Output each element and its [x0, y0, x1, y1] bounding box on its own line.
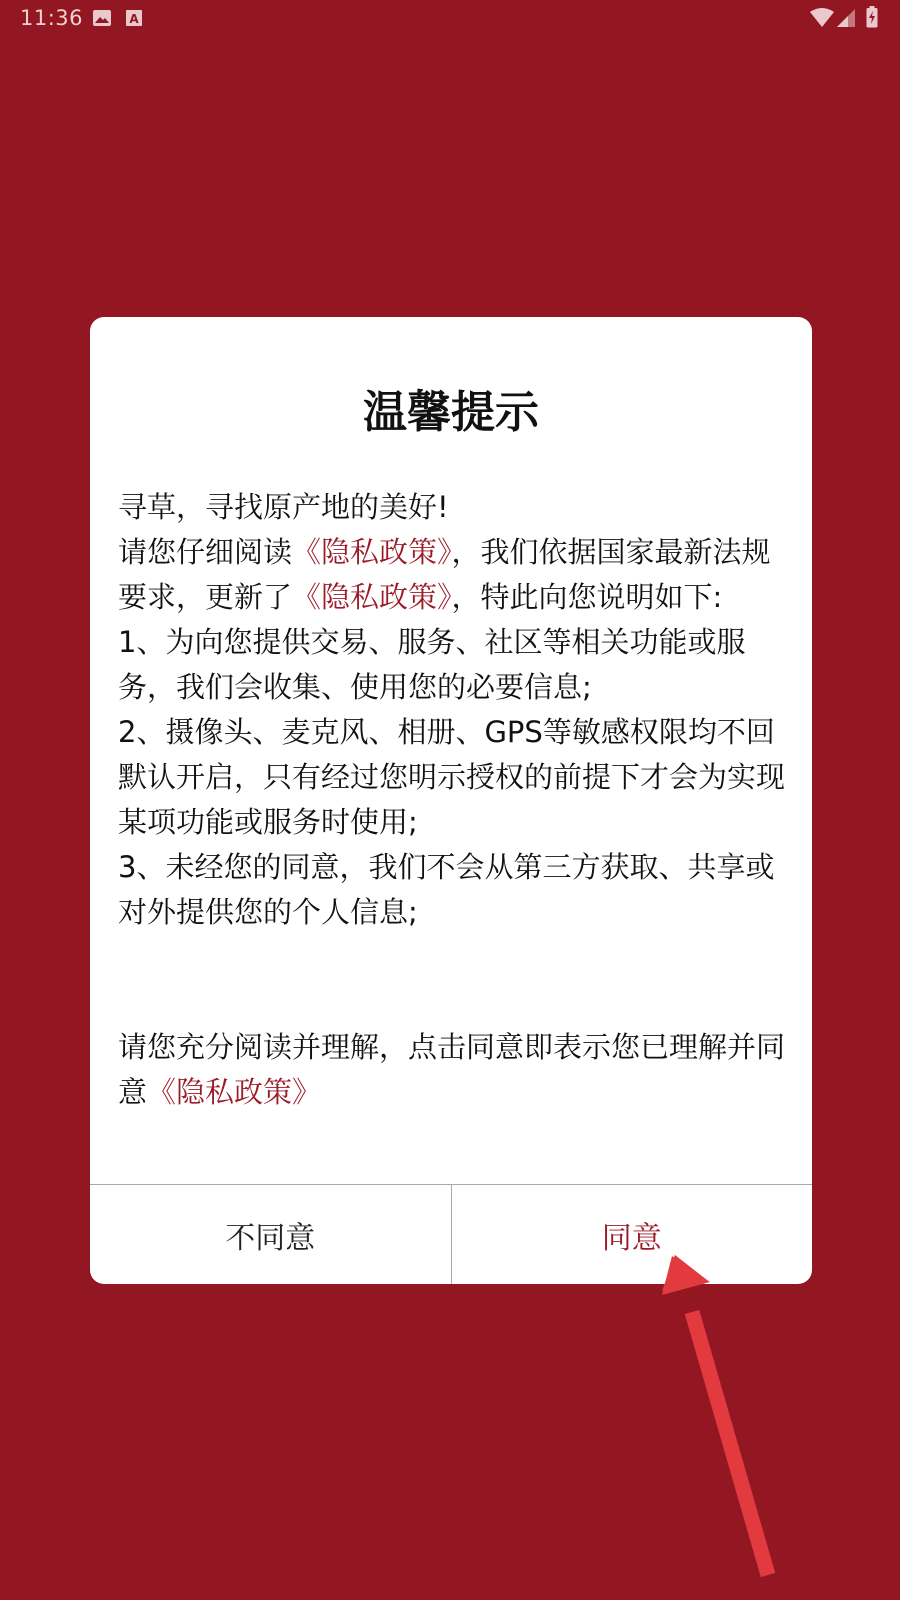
list-item-3: 3、未经您的同意，我们不会从第三方获取、共享或对外提供您的个人信息; [118, 850, 775, 929]
dialog-title: 温馨提示 [363, 387, 539, 438]
closing-text: 请您充分阅读并理解，点击同意即表示您已理解并同意 [118, 1030, 786, 1109]
wifi-icon [810, 8, 834, 28]
disagree-button[interactable]: 不同意 [90, 1185, 452, 1284]
privacy-policy-link[interactable]: 《隐私政策》 [292, 535, 452, 569]
status-bar [0, 0, 900, 40]
status-time: 11:36 [20, 6, 84, 30]
privacy-policy-link-2[interactable]: 《隐私政策》 [292, 580, 452, 614]
policy-text-a: 请您仔细阅读 [118, 535, 293, 569]
privacy-dialog [90, 317, 812, 1284]
dialog-footer [90, 1184, 812, 1284]
list-item-1: 1、为向您提供交易、服务、社区等相关功能或服务，我们会收集、使用您的必要信息; [118, 625, 746, 704]
privacy-policy-link-3[interactable]: 《隐私政策》 [147, 1075, 322, 1109]
spacer [118, 935, 786, 1025]
closing-paragraph [118, 1025, 786, 1115]
svg-text:A: A [129, 12, 139, 26]
policy-text-b: ，我们依据国家最新法规要求，更新了 [118, 535, 771, 614]
font-notification-icon [125, 8, 143, 28]
battery-icon [866, 6, 878, 28]
intro-text: 寻草，寻找原产地的美好! [118, 490, 449, 524]
cell-signal-icon [836, 8, 856, 28]
policy-text-c: ，特此向您说明如下: [451, 580, 723, 614]
agree-button[interactable]: 同意 [601, 1221, 662, 1256]
policy-paragraph [118, 530, 786, 620]
list-item-2: 2、摄像头、麦克风、相册、GPS等敏感权限均不回默认开启，只有经过您明示授权的前提下才会为实现某项功能或服务时使用; [118, 715, 786, 839]
image-notification-icon [92, 8, 112, 28]
dialog-body [118, 485, 786, 1115]
